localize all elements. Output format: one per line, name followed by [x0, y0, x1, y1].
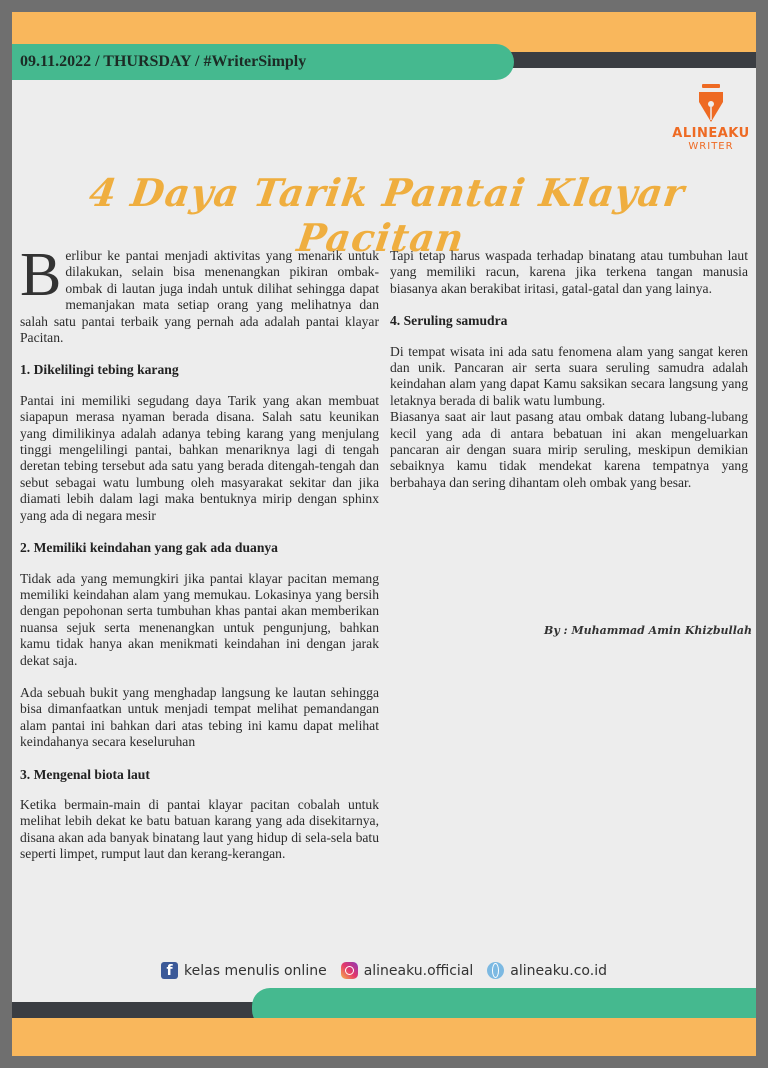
author-byline: By : Muhammad Amin Khizbullah — [544, 624, 752, 637]
top-dark-band — [492, 52, 756, 68]
section-4-paragraph-2: Biasanya saat air laut pasang atau ombak datang lubang-lubang kecil yang ada di antara bebatuan ini akan mengeluarkan pancaran air dengan suara mirip seruling, meskipun demikian sebaiknya kamu tidak mendekat karena tempatnya yang berbahaya dan sering dihantam oleh ombak yang besar. — [390, 409, 748, 490]
section-2-paragraph-1: Tidak ada yang memungkiri jika pantai klayar pacitan memang memiliki keindahan alam yang memukau. Lokasinya yang bersih dengan pepohonan serta tumbuhan khas pantai akan memberikan nuansa sejuk serta menenangkan untuk pengunjung, bahkan kamu tidak hanya akan menikmati keindahan ini dengan jarak dekat saja. — [20, 570, 379, 668]
pen-nib-icon — [696, 84, 726, 124]
facebook-icon: f — [161, 962, 178, 979]
globe-icon — [487, 962, 504, 979]
article-title: 4 Daya Tarik Pantai Klayar Pacitan — [86, 170, 688, 260]
social-footer — [12, 962, 756, 979]
section-heading-3: 3. Mengenal biota laut — [20, 766, 150, 782]
intro-text: erlibur ke pantai menjadi aktivitas yang menarik untuk dilakukan, selain bisa menenangkan pikiran ombak-ombak di lautan juga indah untuk dilihat sehingga dapat memanjakan mata setiap orang yang melihatnya dan salah satu pantai terbaik yang pernah ada adalah pantai klayar Pacitan. — [20, 248, 379, 346]
section-heading-1: 1. Dikelilingi tebing karang — [20, 362, 179, 378]
date-banner: 09.11.2022 / THURSDAY / #WriterSimply — [12, 44, 514, 80]
instagram-label: alineaku.official — [363, 962, 474, 979]
instagram-link[interactable] — [341, 962, 474, 979]
website-label: alineaku.co.id — [510, 962, 607, 979]
logo-name: ALINEAKU — [672, 126, 750, 141]
poster-page — [12, 12, 756, 1056]
section-4-paragraph-1: Di tempat wisata ini ada satu fenomena alam yang sangat keren dan unik. Pancaran air serta suara seruling samudra adalah keindahan alam yang dapat Kamu saksikan secara langsung yang letaknya berada di balik watu lumbung. — [390, 343, 748, 408]
section-heading-4: 4. Seruling samudra — [390, 313, 508, 329]
facebook-label: kelas menulis online — [184, 962, 327, 979]
instagram-icon — [341, 962, 358, 979]
drop-cap: B — [20, 241, 62, 309]
facebook-link[interactable] — [161, 962, 327, 979]
bottom-dark-band — [12, 1002, 268, 1018]
section-3-paragraph-2: Tapi tetap harus waspada terhadap binatang atau tumbuhan laut yang memiliki racun, karena jika terkena tangan manusia biasanya akan berakibat iritasi, gatal-gatal dan yang lainya. — [390, 248, 748, 296]
website-link[interactable] — [487, 962, 607, 979]
alineaku-logo — [670, 84, 752, 152]
logo-subtitle: WRITER — [688, 141, 734, 152]
intro-paragraph — [20, 241, 379, 346]
section-heading-2: 2. Memiliki keindahan yang gak ada duanya — [20, 540, 278, 556]
section-3-paragraph-1: Ketika bermain-main di pantai klayar pacitan cobalah untuk melihat lebih dekat ke batu batuan karang yang ada disekitarnya, disana akan ada banyak binatang laut yang hidup di sela-sela batu seperti limpet, rumput laut dan kerang-kerangan. — [20, 796, 379, 862]
left-column — [20, 241, 379, 879]
section-1-paragraph: Pantai ini memiliki segudang daya Tarik yang akan membuat siapapun merasa nyaman berada disana. Salah satu keunikan yang dimilikinya adalah adanya tebing karang yang menjulang tinggi mengelilingi pantai, bahkan menariknya lagi di tengah deretan tebing tersebut ada satu yang berada ditengah-tengah dan sebut sebagai watu lumbung oleh masyarakat sekitar dan jika diamati lebih dalam lagi maka bentuknya mirip dengan sphinx yang ada di negara mesir — [20, 392, 379, 523]
bottom-orange-band — [12, 1018, 756, 1056]
right-column — [390, 248, 748, 507]
section-2-paragraph-2: Ada sebuah bukit yang menghadap langsung ke lautan sehingga bisa dimanfaatkan untuk menjadi tempat melihat pemandangan alam pantai ini bahkan dari atas tebing ini kamu dapat melihat keindahanya secara keseluruhan — [20, 684, 379, 750]
